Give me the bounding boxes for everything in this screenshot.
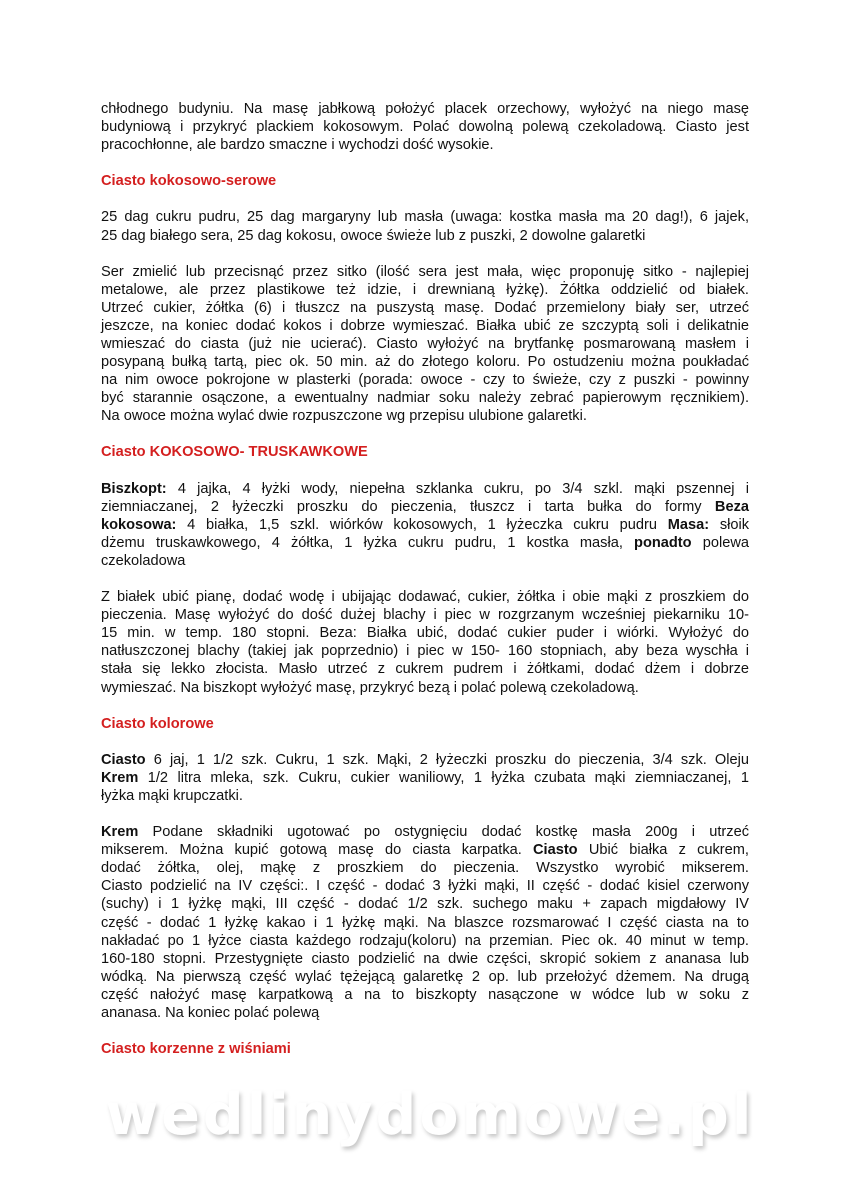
- text-line: [101, 299, 749, 317]
- text-run: nakładać po 1 łyżce ciasta każdego rodzaju(koloru) na przemian. Piec ok. 40 minut w temp.: [101, 932, 749, 949]
- text-run: pracochłonne, ale bardzo smaczne i wychodzi dość wysokie.: [101, 137, 494, 154]
- bold-label: kokosowa:: [101, 516, 177, 533]
- text-run: pieczenia. Masę wyłożyć do dość dużej blachy i piec w rozgrzanym wcześniej piekarniku 10-: [101, 607, 749, 624]
- text-line: [101, 389, 749, 407]
- paragraph: [101, 100, 749, 154]
- bold-label: Masa:: [667, 516, 710, 533]
- text-run: czekoladowa: [101, 552, 186, 569]
- text-line: [101, 787, 749, 805]
- text-run: mikserem. Można kupić gotową masę do ciasta karpatka.: [101, 842, 533, 859]
- text-line: [101, 263, 749, 281]
- paragraph: [101, 480, 749, 570]
- recipe-heading: Ciasto KOKOSOWO- TRUSKAWKOWE: [101, 444, 368, 461]
- text-line: [101, 823, 749, 841]
- text-line: [101, 914, 749, 932]
- text-line: [101, 642, 749, 660]
- text-run: Ser zmielić lub przecisnąć przez sitko (ilość sera jest mała, więc proponuję sitko - najlepiej: [101, 263, 749, 280]
- text-line: [101, 227, 749, 245]
- paragraph: [101, 588, 749, 696]
- bold-label: Biszkopt:: [101, 480, 167, 497]
- text-line: [101, 317, 749, 335]
- text-run: 6 jaj, 1 1/2 szk. Cukru, 1 szk. Mąki, 2 łyżeczki proszku do pieczenia, 3/4 szk. Oleju: [145, 751, 749, 768]
- text-run: 25 dag cukru pudru, 25 dag margaryny lub masła (uwaga: kostka masła ma 20 dag!), 6 jajek,: [101, 209, 749, 226]
- text-run: słoik: [709, 516, 750, 533]
- paragraph: [101, 208, 749, 244]
- text-run: być starannie osączone, a ewentualny nadmiar soku należy zebrać papierowym ręcznikiem).: [101, 390, 749, 407]
- paragraph: [101, 823, 749, 1022]
- text-line: [101, 335, 749, 353]
- text-line: [101, 769, 749, 787]
- text-run: Ciasto podzielić na IV części:. I część - dodać 3 łyżki mąki, II część - dodać kisiel czerwony: [101, 878, 749, 895]
- text-line: [101, 371, 749, 389]
- bold-label: ponadto: [634, 534, 692, 551]
- text-line: [101, 679, 749, 697]
- text-run: wymieszać. Na biszkopt wyłożyć masę, przykryć bezą i polać polewą czekoladową.: [101, 679, 639, 696]
- text-line: [101, 208, 749, 226]
- text-line: [101, 895, 749, 913]
- text-line: [101, 859, 749, 877]
- bold-label: Ciasto: [533, 842, 578, 859]
- text-run: chłodnego budyniu. Na masę jabłkową położyć placek orzechowy, wyłożyć na niego masę: [101, 101, 749, 117]
- text-line: [101, 118, 749, 136]
- text-line: [101, 841, 749, 859]
- text-line: [101, 136, 749, 154]
- text-line: [101, 751, 749, 769]
- text-run: ananasa. Na koniec polać polewą: [101, 1004, 320, 1021]
- text-run: wmieszać do ciasta (już nie ucierać). Ciasto wyłożyć na brytfankę posmarowaną masłem i: [101, 336, 749, 353]
- paragraph: [101, 263, 749, 426]
- watermark: wedlinydomowe.pl: [105, 1082, 755, 1148]
- document-page: [101, 100, 749, 1076]
- text-line: [101, 877, 749, 895]
- text-run: natłuszczonej blachy (takiej jak poprzednio) i piec w 150- 160 stopniach, aby beza wyschła i: [101, 643, 749, 660]
- text-run: posypaną bułką tartą, piec ok. 50 min. aż do złotego koloru. Po ostudzeniu można poukładać: [101, 354, 749, 371]
- text-run: Ubić białka z cukrem,: [577, 842, 749, 859]
- text-run: 160-180 stopni. Przestygnięte ciasto podzielić na dwie części, skropić sokiem z ananasa lub: [101, 950, 749, 967]
- paragraph: [101, 751, 749, 805]
- text-run: Utrzeć cukier, żółtka (6) i tłuszcz na puszystą masę. Dodać przemielony biały ser, utrzeć: [101, 299, 749, 316]
- text-run: metalowe, ale przez plastikowe też idzie, i drewnianą łyżkę). Żółtka oddzielić od białek.: [101, 281, 749, 298]
- bold-label: Ciasto: [101, 751, 146, 768]
- text-line: [101, 932, 749, 950]
- recipe-heading: Ciasto kolorowe: [101, 715, 214, 732]
- bold-label: Krem: [101, 824, 139, 841]
- text-run: Na owoce można wylać dwie rozpuszczone wg przepisu ulubione galaretki.: [101, 408, 587, 425]
- text-run: 4 białka, 1,5 szkl. wiórków kokosowych, 1 łyżeczka cukru pudru: [176, 516, 668, 533]
- text-line: [101, 624, 749, 642]
- text-run: Podane składniki ugotować po ostygnięciu dodać kostkę masła 200g i utrzeć: [138, 824, 749, 841]
- text-run: dżemu truskawkowego, 4 żółtka, 1 łyżka cukru pudru, 1 kostka masła,: [101, 534, 635, 551]
- text-run: budyniową i przykryć plackiem kokosowym. Polać dowolną polewą czekoladową. Ciasto jest: [101, 119, 749, 136]
- recipe-heading: Ciasto korzenne z wiśniami: [101, 1041, 291, 1058]
- text-run: 4 jajka, 4 łyżki wody, niepełna szklanka cukru, po 3/4 szkl. mąki pszennej i: [166, 480, 749, 497]
- text-line: [101, 480, 749, 498]
- text-run: polewa: [691, 534, 749, 551]
- text-line: [101, 1004, 749, 1022]
- text-run: (suchy) i 1 łyżkę mąki, III część - dodać 1/2 szk. suchego maku + zapach migdałowy IV: [101, 896, 749, 913]
- text-line: [101, 100, 749, 118]
- text-run: wódką. Na pierwszą część wylać tężejącą galaretkę 2 op. lub przełożyć dżemem. Na drugą: [101, 968, 749, 985]
- text-line: [101, 606, 749, 624]
- text-run: dodać żółtka, olej, mąkę z proszkiem do pieczenia. Wszystko wyrobić mikserem.: [101, 860, 749, 877]
- text-line: [101, 281, 749, 299]
- text-run: 1/2 litra mleka, szk. Cukru, cukier waniliowy, 1 łyżka czubata mąki ziemniaczanej, 1: [138, 769, 749, 786]
- text-line: [101, 950, 749, 968]
- text-line: [101, 407, 749, 425]
- text-line: [101, 498, 749, 516]
- text-run: na nim owoce pokrojone w plasterki (porada: owoce - czy to świeże, czy z puszki - powinny: [101, 372, 749, 389]
- text-line: [101, 552, 749, 570]
- text-run: stała się lekko złocista. Masło utrzeć z cukrem pudrem i żółtkami, dodać dżem i dobrze: [101, 661, 749, 678]
- text-run: Z białek ubić pianę, dodać wodę i ubijając dodawać, cukier, żółtka i obie mąki z proszkiem do: [101, 589, 749, 606]
- text-run: ziemniaczanej, 2 łyżeczki proszku do pieczenia, tłuszcz i tarta bułka do formy: [101, 498, 715, 515]
- bold-label: Beza: [714, 498, 749, 515]
- text-run: część nałożyć masę karpatkową a na to biszkopty nasączone w wódce lub w soku z: [101, 986, 749, 1003]
- text-line: [101, 660, 749, 678]
- text-line: [101, 588, 749, 606]
- text-line: [101, 516, 749, 534]
- text-line: [101, 534, 749, 552]
- text-line: [101, 968, 749, 986]
- recipe-heading: Ciasto kokosowo-serowe: [101, 173, 277, 190]
- text-run: łyżka mąki krupczatki.: [101, 787, 243, 804]
- text-line: [101, 986, 749, 1004]
- bold-label: Krem: [101, 769, 139, 786]
- text-run: jeszcze, na koniec dodać kokos i dobrze wymieszać. Białka ubić ze szczyptą soli i delikatnie: [101, 317, 749, 334]
- text-line: [101, 353, 749, 371]
- text-run: część - dodać 1 łyżkę kakao i 1 łyżkę mąki. Na blaszce rozsmarować I część ciasta na to: [101, 914, 749, 931]
- text-run: 15 min. w temp. 180 stopni. Beza: Białka ubić, dodać cukier puder i wiórki. Wyłożyć do: [101, 625, 749, 642]
- text-run: 25 dag białego sera, 25 dag kokosu, owoce świeże lub z puszki, 2 dowolne galaretki: [101, 227, 646, 244]
